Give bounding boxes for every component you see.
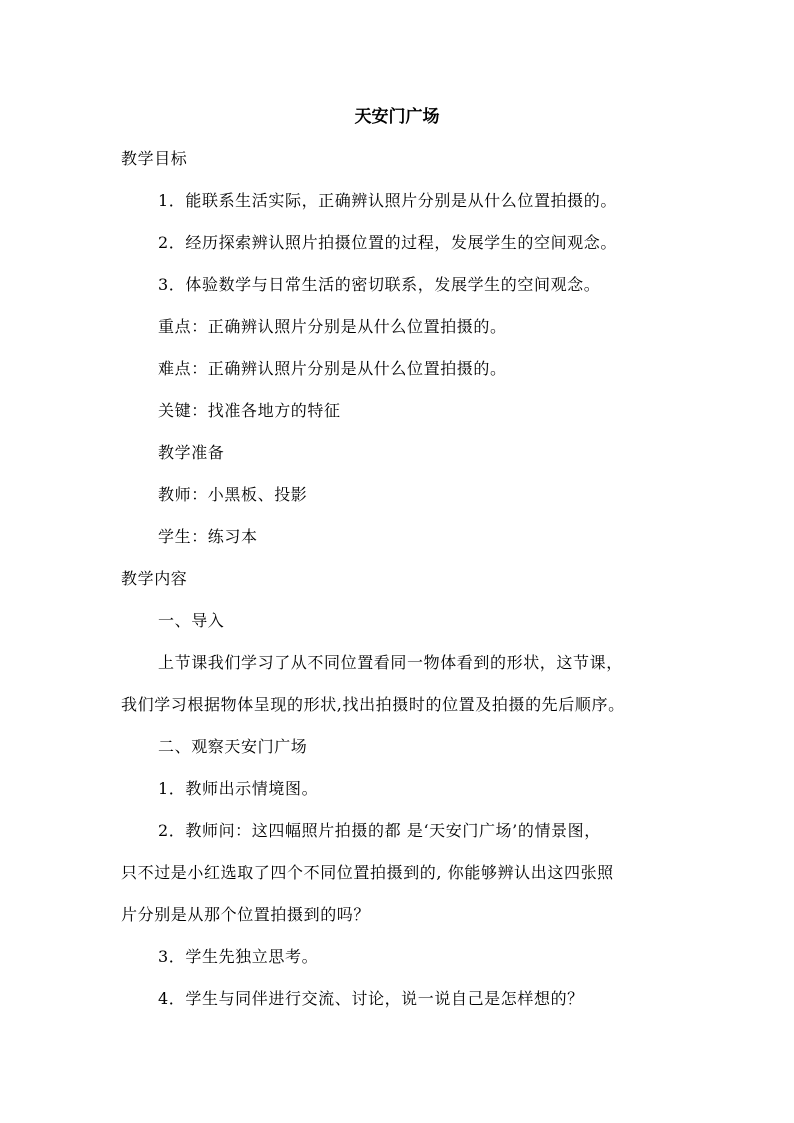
difficult-point: 难点：正确辨认照片分别是从什么位置拍摄的。 xyxy=(158,359,507,378)
paragraph-line: 片分别是从那个位置拍摄到的吗？ xyxy=(121,905,371,924)
objective-item-2: 2．经历探索辨认照片拍摄位置的过程，发展学生的空间观念。 xyxy=(158,233,617,252)
step-item-1: 1．教师出示情境图。 xyxy=(158,779,319,798)
objective-item-3: 3．体验数学与日常生活的密切联系，发展学生的空间观念。 xyxy=(158,275,601,294)
paragraph-line: 只不过是小红选取了四个不同位置拍摄到的, 你能够辨认出这四张照 xyxy=(121,863,614,882)
objective-item-1: 1．能联系生活实际，正确辨认照片分别是从什么位置拍摄的。 xyxy=(158,191,617,210)
paragraph-line: 上节课我们学习了从不同位置看同一物体看到的形状，这节课， xyxy=(158,653,623,672)
subsection-introduction: 一、导入 xyxy=(158,611,225,630)
key-point: 重点：正确辨认照片分别是从什么位置拍摄的。 xyxy=(158,317,507,336)
section-heading-objectives: 教学目标 xyxy=(121,149,188,168)
key-link: 关键：找准各地方的特征 xyxy=(158,401,341,420)
student-materials: 学生：练习本 xyxy=(158,527,258,546)
document-title: 天安门广场 xyxy=(354,107,440,127)
teacher-materials: 教师：小黑板、投影 xyxy=(158,485,308,504)
section-heading-content: 教学内容 xyxy=(121,569,188,588)
step-item-4: 4．学生与同伴进行交流、讨论，说一说自己是怎样想的？ xyxy=(158,989,584,1008)
step-item-3: 3．学生先独立思考。 xyxy=(158,947,319,966)
subsection-observe-square: 二、观察天安门广场 xyxy=(158,737,308,756)
step-item-2: 2．教师问：这四幅照片拍摄的都 是‘天安门广场’的情景图， xyxy=(158,821,601,840)
section-heading-preparation: 教学准备 xyxy=(158,443,225,462)
paragraph-line: 我们学习根据物体呈现的形状,找出拍摄时的位置及拍摄的先后顺序。 xyxy=(121,695,625,714)
